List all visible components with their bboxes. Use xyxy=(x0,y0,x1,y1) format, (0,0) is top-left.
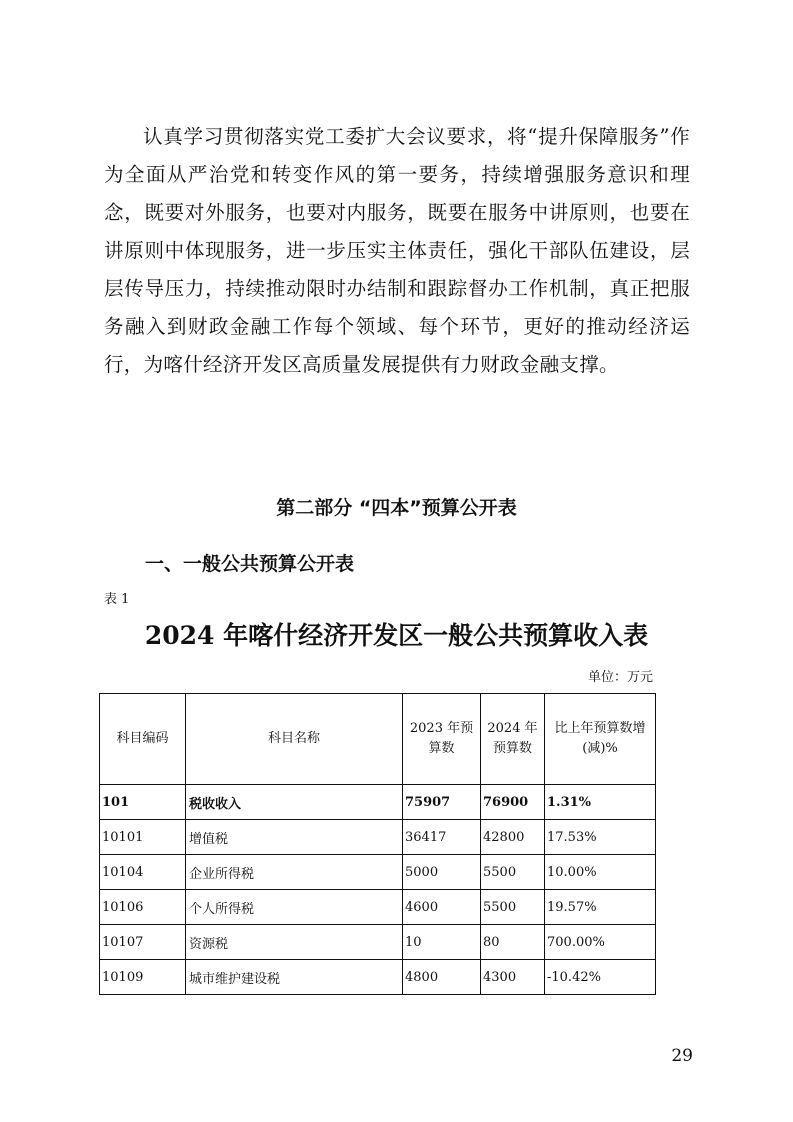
page-number: 29 xyxy=(671,1046,693,1066)
cell-change: 10.00% xyxy=(545,855,656,890)
budget-revenue-table xyxy=(99,693,656,995)
cell-change: 17.53% xyxy=(545,820,656,855)
table-row xyxy=(100,925,656,960)
table-row xyxy=(100,960,656,995)
table-row xyxy=(100,820,656,855)
cell-budget-2024: 5500 xyxy=(481,890,545,925)
header-budget-2024: 2024 年预算数 xyxy=(481,694,545,785)
header-budget-2023: 2023 年预算数 xyxy=(403,694,481,785)
cell-budget-2023: 5000 xyxy=(403,855,481,890)
cell-name: 城市维护建设税 xyxy=(186,960,403,995)
cell-name: 资源税 xyxy=(186,925,403,960)
cell-code: 10107 xyxy=(100,925,186,960)
section-heading: 一、一般公共预算公开表 xyxy=(145,553,355,575)
cell-budget-2023: 36417 xyxy=(403,820,481,855)
unit-label: 单位：万元 xyxy=(587,670,653,685)
cell-budget-2024: 42800 xyxy=(481,820,545,855)
cell-change: 700.00% xyxy=(545,925,656,960)
cell-name: 增值税 xyxy=(186,820,403,855)
cell-code: 10104 xyxy=(100,855,186,890)
table-row xyxy=(100,855,656,890)
cell-budget-2024: 80 xyxy=(481,925,545,960)
table-row xyxy=(100,890,656,925)
cell-name: 个人所得税 xyxy=(186,890,403,925)
part-title: 第二部分 “四本”预算公开表 xyxy=(276,497,517,519)
cell-budget-2023: 75907 xyxy=(403,785,481,820)
table-title: 2024 年喀什经济开发区一般公共预算收入表 xyxy=(144,621,649,650)
table-row xyxy=(100,785,656,820)
cell-code: 10109 xyxy=(100,960,186,995)
header-code: 科目编码 xyxy=(100,694,186,785)
cell-budget-2023: 10 xyxy=(403,925,481,960)
cell-change: 19.57% xyxy=(545,890,656,925)
intro-paragraph: 认真学习贯彻落实党工委扩大会议要求，将“提升保障服务”作为全面从严治党和转变作风的第一要务，持续增强服务意识和理念，既要对外服务，也要对内服务，既要在服务中讲原则，也要在讲原则中体现服务，进一步压实主体责任，强化干部队伍建设，层层传导压力，持续推动限时办结制和跟踪督办工作机制，真正把服务融入到财政金融工作每个领域、每个环节，更好的推动经济运行，为喀什经济开发区高质量发展提供有力财政金融支撑。 xyxy=(104,125,690,376)
header-change: 比上年预算数增(减)% xyxy=(545,694,656,785)
cell-budget-2023: 4800 xyxy=(403,960,481,995)
cell-name: 企业所得税 xyxy=(186,855,403,890)
cell-change: -10.42% xyxy=(545,960,656,995)
table-number: 表 1 xyxy=(104,592,130,607)
cell-budget-2024: 4300 xyxy=(481,960,545,995)
table-header-row xyxy=(100,694,656,785)
cell-code: 101 xyxy=(100,785,186,820)
cell-change: 1.31% xyxy=(545,785,656,820)
cell-code: 10101 xyxy=(100,820,186,855)
header-name: 科目名称 xyxy=(186,694,403,785)
cell-budget-2024: 5500 xyxy=(481,855,545,890)
cell-name: 税收收入 xyxy=(186,785,403,820)
cell-code: 10106 xyxy=(100,890,186,925)
cell-budget-2024: 76900 xyxy=(481,785,545,820)
cell-budget-2023: 4600 xyxy=(403,890,481,925)
